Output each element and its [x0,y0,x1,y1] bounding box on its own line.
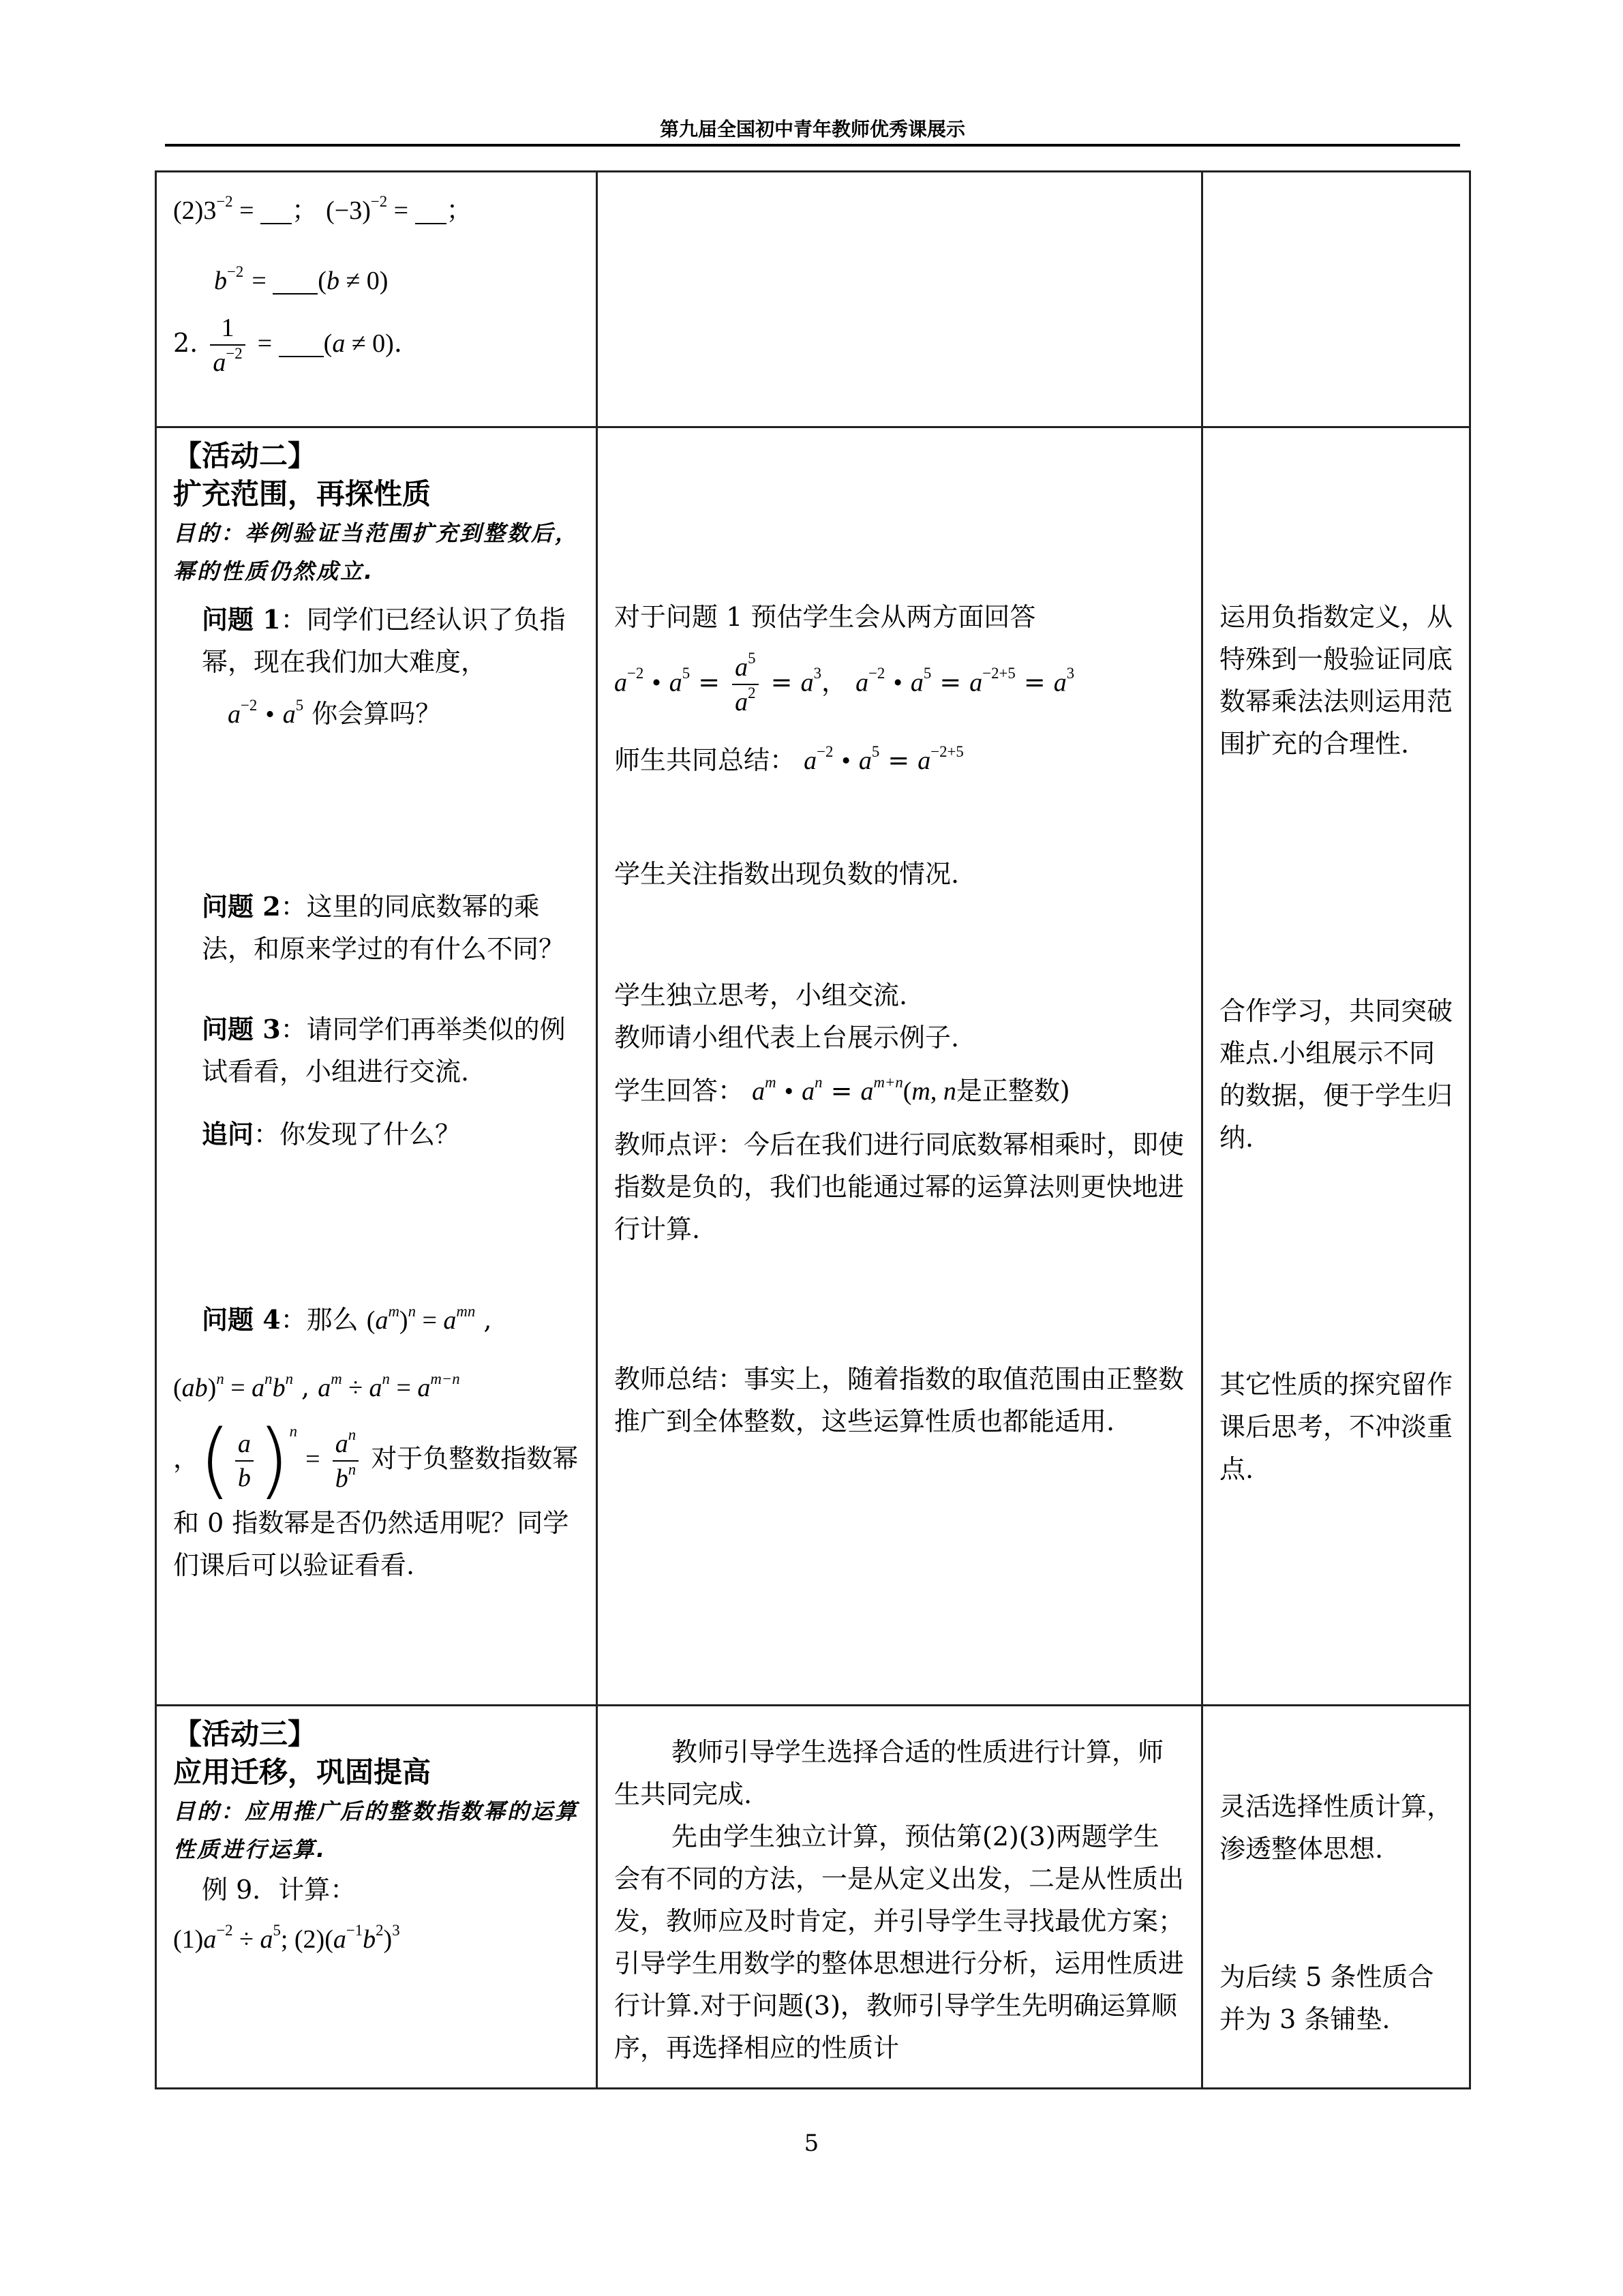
question-3: 问题 3：请同学们再举类似的例试看看，小组进行交流. [202,1014,566,1087]
mid-teacher-comment: 教师点评：今后在我们进行同底数幂相乘时，即使指数是负的，我们也能通过幂的运算法则更快地进行计算. [614,1130,1185,1244]
activity3-middle-cell [597,1706,1202,2089]
activity3-left-cell [156,1706,597,2089]
header-rule [165,144,1460,147]
mid-q1-formula: $a^{-2}$ • $a^5$ = $\frac{a^5}{a^2}$ = $a^3$， $a^{-2}$ • $a^5 = a^{-2+5} = a^3$ [614,649,1075,716]
exercise-line-2: $b^{-2} = (b \ne 0)$ [214,262,389,295]
activity2-title: 【活动二】 [173,439,317,472]
question-4-formula-3: ，( $\frac{a}{b}$ )$^n$ = $\frac{a^n}{b^n}$ 对于负整数指数幂和 0 指数幂是否仍然适用呢？同学们课后可以验证看看. [173,1413,579,1580]
mid-q3-line-a: 学生独立思考，小组交流. [614,980,908,1010]
question-1-formula: $a^{-2}$ • $a^5$ 你会算吗？ [228,696,442,729]
mid-q2-response: 学生关注指数出现负数的情况. [614,859,960,889]
activity3-note-1: 灵活选择性质计算，渗透整体思想. [1219,1792,1453,1864]
table-row [156,427,1470,1706]
table-row [156,172,1470,427]
example-9-label: 例 9．计算： [202,1875,357,1905]
activity2-goal: 目的：举例验证当范围扩充到整数后，幂的性质仍然成立. [173,520,579,584]
follow-up-question: 追问：你发现了什么？ [202,1119,461,1149]
mid-q1-intro: 对于问题 1 预估学生会从两方面回答 [614,602,1036,632]
activity3-title: 【活动三】 [173,1717,317,1751]
activity3-subtitle: 应用迁移，巩固提高 [173,1755,431,1789]
activity3-mid-paragraph-2: 先由学生独立计算，预估第(2)(3)两题学生会有不同的方法，一是从定义出发，二是从性质出发，教师应及时肯定，并引导学生寻找最优方案；引导学生用数学的整体思想进行分析，运用性质进行计算.对于问题(3)，教师引导学生先明确运算顺序，再选择相应的性质计 [614,1822,1185,2063]
question-1: 问题 1：同学们已经认识了负指幂，现在我们加大难度， [202,604,566,677]
question-4: 问题 4：那么 $(a^m)^n = a^{mn}$ , [202,1302,492,1335]
activity2-left-cell [156,427,597,1706]
mid-q3-line-b: 教师请小组代表上台展示例子. [614,1023,960,1053]
activity2-subtitle: 扩充范围，再探性质 [173,477,431,511]
exercise-line-1: $(2)3^{-2}$ = ； $(-3)^{-2}$ = ； [173,192,472,225]
note-1: 运用负指数定义，从特殊到一般验证同底数幂乘法法则运用范围扩充的合理性. [1219,602,1453,759]
question-4-formula-2: $(ab)^n = a^nb^n$ , $a^m \div a^n = a^{m-n}$ [173,1370,460,1402]
activity3-goal: 目的：应用推广后的整数指数幂的运算性质进行运算. [173,1798,579,1862]
fraction-one-over-a-neg2: $\frac{1}{a^{-2}}$ [210,312,245,379]
lesson-plan-table [155,170,1471,2089]
row1-right-cell [1202,172,1470,427]
page-number: 5 [804,2130,819,2157]
row1-left-cell [156,172,597,427]
activity2-middle-cell [597,427,1202,1706]
mid-student-answer: 学生回答： $a^m$ • $a^n = a^{m+n}(m$, n是正整数) [614,1073,1070,1106]
page-header-title: 第九届全国初中青年教师优秀课展示 [659,118,965,140]
exercise-line-3: 2. $\frac{1}{a^{-2}}$ = (a ≠ 0). [173,312,579,379]
activity3-note-2: 为后续 5 条性质合并为 3 条铺垫. [1219,1962,1434,2034]
activity3-mid-paragraph-1: 教师引导学生选择合适的性质进行计算，师生共同完成. [614,1737,1164,1809]
row1-middle-cell [597,172,1202,427]
example-9-expression: $(1)a^{-2} \div a^5$; $(2)(a^{-1}b^2)^3$ [173,1921,400,1954]
mid-summary: 师生共同总结： $a^{-2}$ • $a^5 = a^{-2+5}$ [614,742,964,775]
question-2: 问题 2：这里的同底数幂的乘法，和原来学过的有什么不同？ [202,891,565,964]
note-3: 其它性质的探究留作课后思考，不冲淡重点. [1219,1370,1453,1484]
note-2: 合作学习，共同突破难点.小组展示不同的数据，便于学生归纳. [1219,996,1453,1153]
table-row [156,1706,1470,2089]
activity2-right-cell [1202,427,1470,1706]
mid-q4-summary: 教师总结：事实上，随着指数的取值范围由正整数推广到全体整数，这些运算性质也都能适用. [614,1364,1185,1436]
activity3-right-cell [1202,1706,1470,2089]
